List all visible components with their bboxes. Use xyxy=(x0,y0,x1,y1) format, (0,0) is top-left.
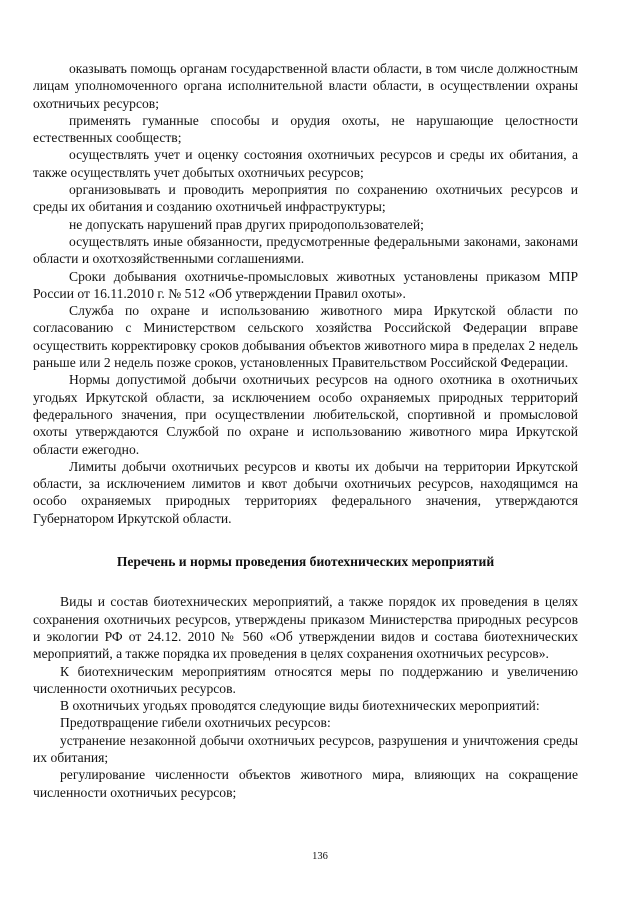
paragraph: оказывать помощь органам государственной власти области, в том числе должностным лицам уполномоченного органа исполнительной власти области, в осуществлении охраны охотничьих ресурсов; xyxy=(33,61,578,111)
paragraph: В охотничьих угодьях проводятся следующие виды биотехнических мероприятий: xyxy=(60,698,540,714)
paragraph: устранение незаконной добычи охотничьих ресурсов, разрушения и уничтожения среды их обитания; xyxy=(33,732,578,765)
body-text xyxy=(33,60,578,801)
paragraph: Нормы допустимой добычи охотничьих ресурсов на одного охотника в охотничьих угодьях Иркутской области, за исключением особо охраняемых природных территорий федерального значения, при осуществлении любительской, спортивной и промысловой охоты утверждаются Службой по охране и использованию животного мира Иркутской области ежегодно. xyxy=(33,372,578,457)
paragraph: Лимиты добычи охотничьих ресурсов и квоты их добычи на территории Иркутской области, за исключением лимитов и квот добычи охотничьих ресурсов, находящимся на особо охраняемых природных территориях федерального значения, утверждаются Губернатором Иркутской области. xyxy=(33,458,578,526)
section-heading: Перечень и нормы проведения биотехнических мероприятий xyxy=(116,554,495,570)
page-number: 136 xyxy=(312,851,328,862)
paragraph: Предотвращение гибели охотничьих ресурсов: xyxy=(60,715,331,731)
paragraph: Виды и состав биотехнических мероприятий, а также порядок их проведения в целях сохранения охотничьих ресурсов, утверждены приказом Министерства природных ресурсов и экологии РФ от 24.12. 2010 № 560 «Об утверждении видов и состава биотехнических мероприятий, а также порядка их проведения в целях сохранения охотничьих ресурсов». xyxy=(33,594,578,662)
paragraph: не допускать нарушений прав других природопользователей; xyxy=(69,216,424,232)
paragraph: Сроки добывания охотничье-промысловых животных установлены приказом МПР России от 16.11.2010 г. № 512 «Об утверждении Правил охоты». xyxy=(33,268,578,301)
paragraph: организовывать и проводить мероприятия по сохранению охотничьих ресурсов и среды их обитания и созданию охотничьей инфраструктуры; xyxy=(33,182,578,215)
paragraph: осуществлять иные обязанности, предусмотренные федеральными законами, законами области и охотхозяйственными соглашениями. xyxy=(33,233,578,267)
paragraph: К биотехническим мероприятиям относятся меры по поддержанию и увеличению численности охотничьих ресурсов. xyxy=(33,663,578,696)
paragraph: регулирование численности объектов животного мира, влияющих на сокращение численности охотничьих ресурсов; xyxy=(33,767,578,800)
paragraph: применять гуманные способы и орудия охоты, не нарушающие целостности естественных сообществ; xyxy=(33,112,578,146)
paragraph: осуществлять учет и оценку состояния охотничьих ресурсов и среды их обитания, а также осуществлять учет добытых охотничьих ресурсов; xyxy=(33,147,578,180)
section-biotech xyxy=(33,593,578,801)
paragraph: Служба по охране и использованию животного мира Иркутской области по согласованию с Министерством сельского хозяйства Российской Федерации вправе осуществить корректировку сроков добывания объектов животного мира в пределах 2 недель раньше или 2 недель позже сроков, установленных Правительством Российской Федерации. xyxy=(33,303,578,371)
